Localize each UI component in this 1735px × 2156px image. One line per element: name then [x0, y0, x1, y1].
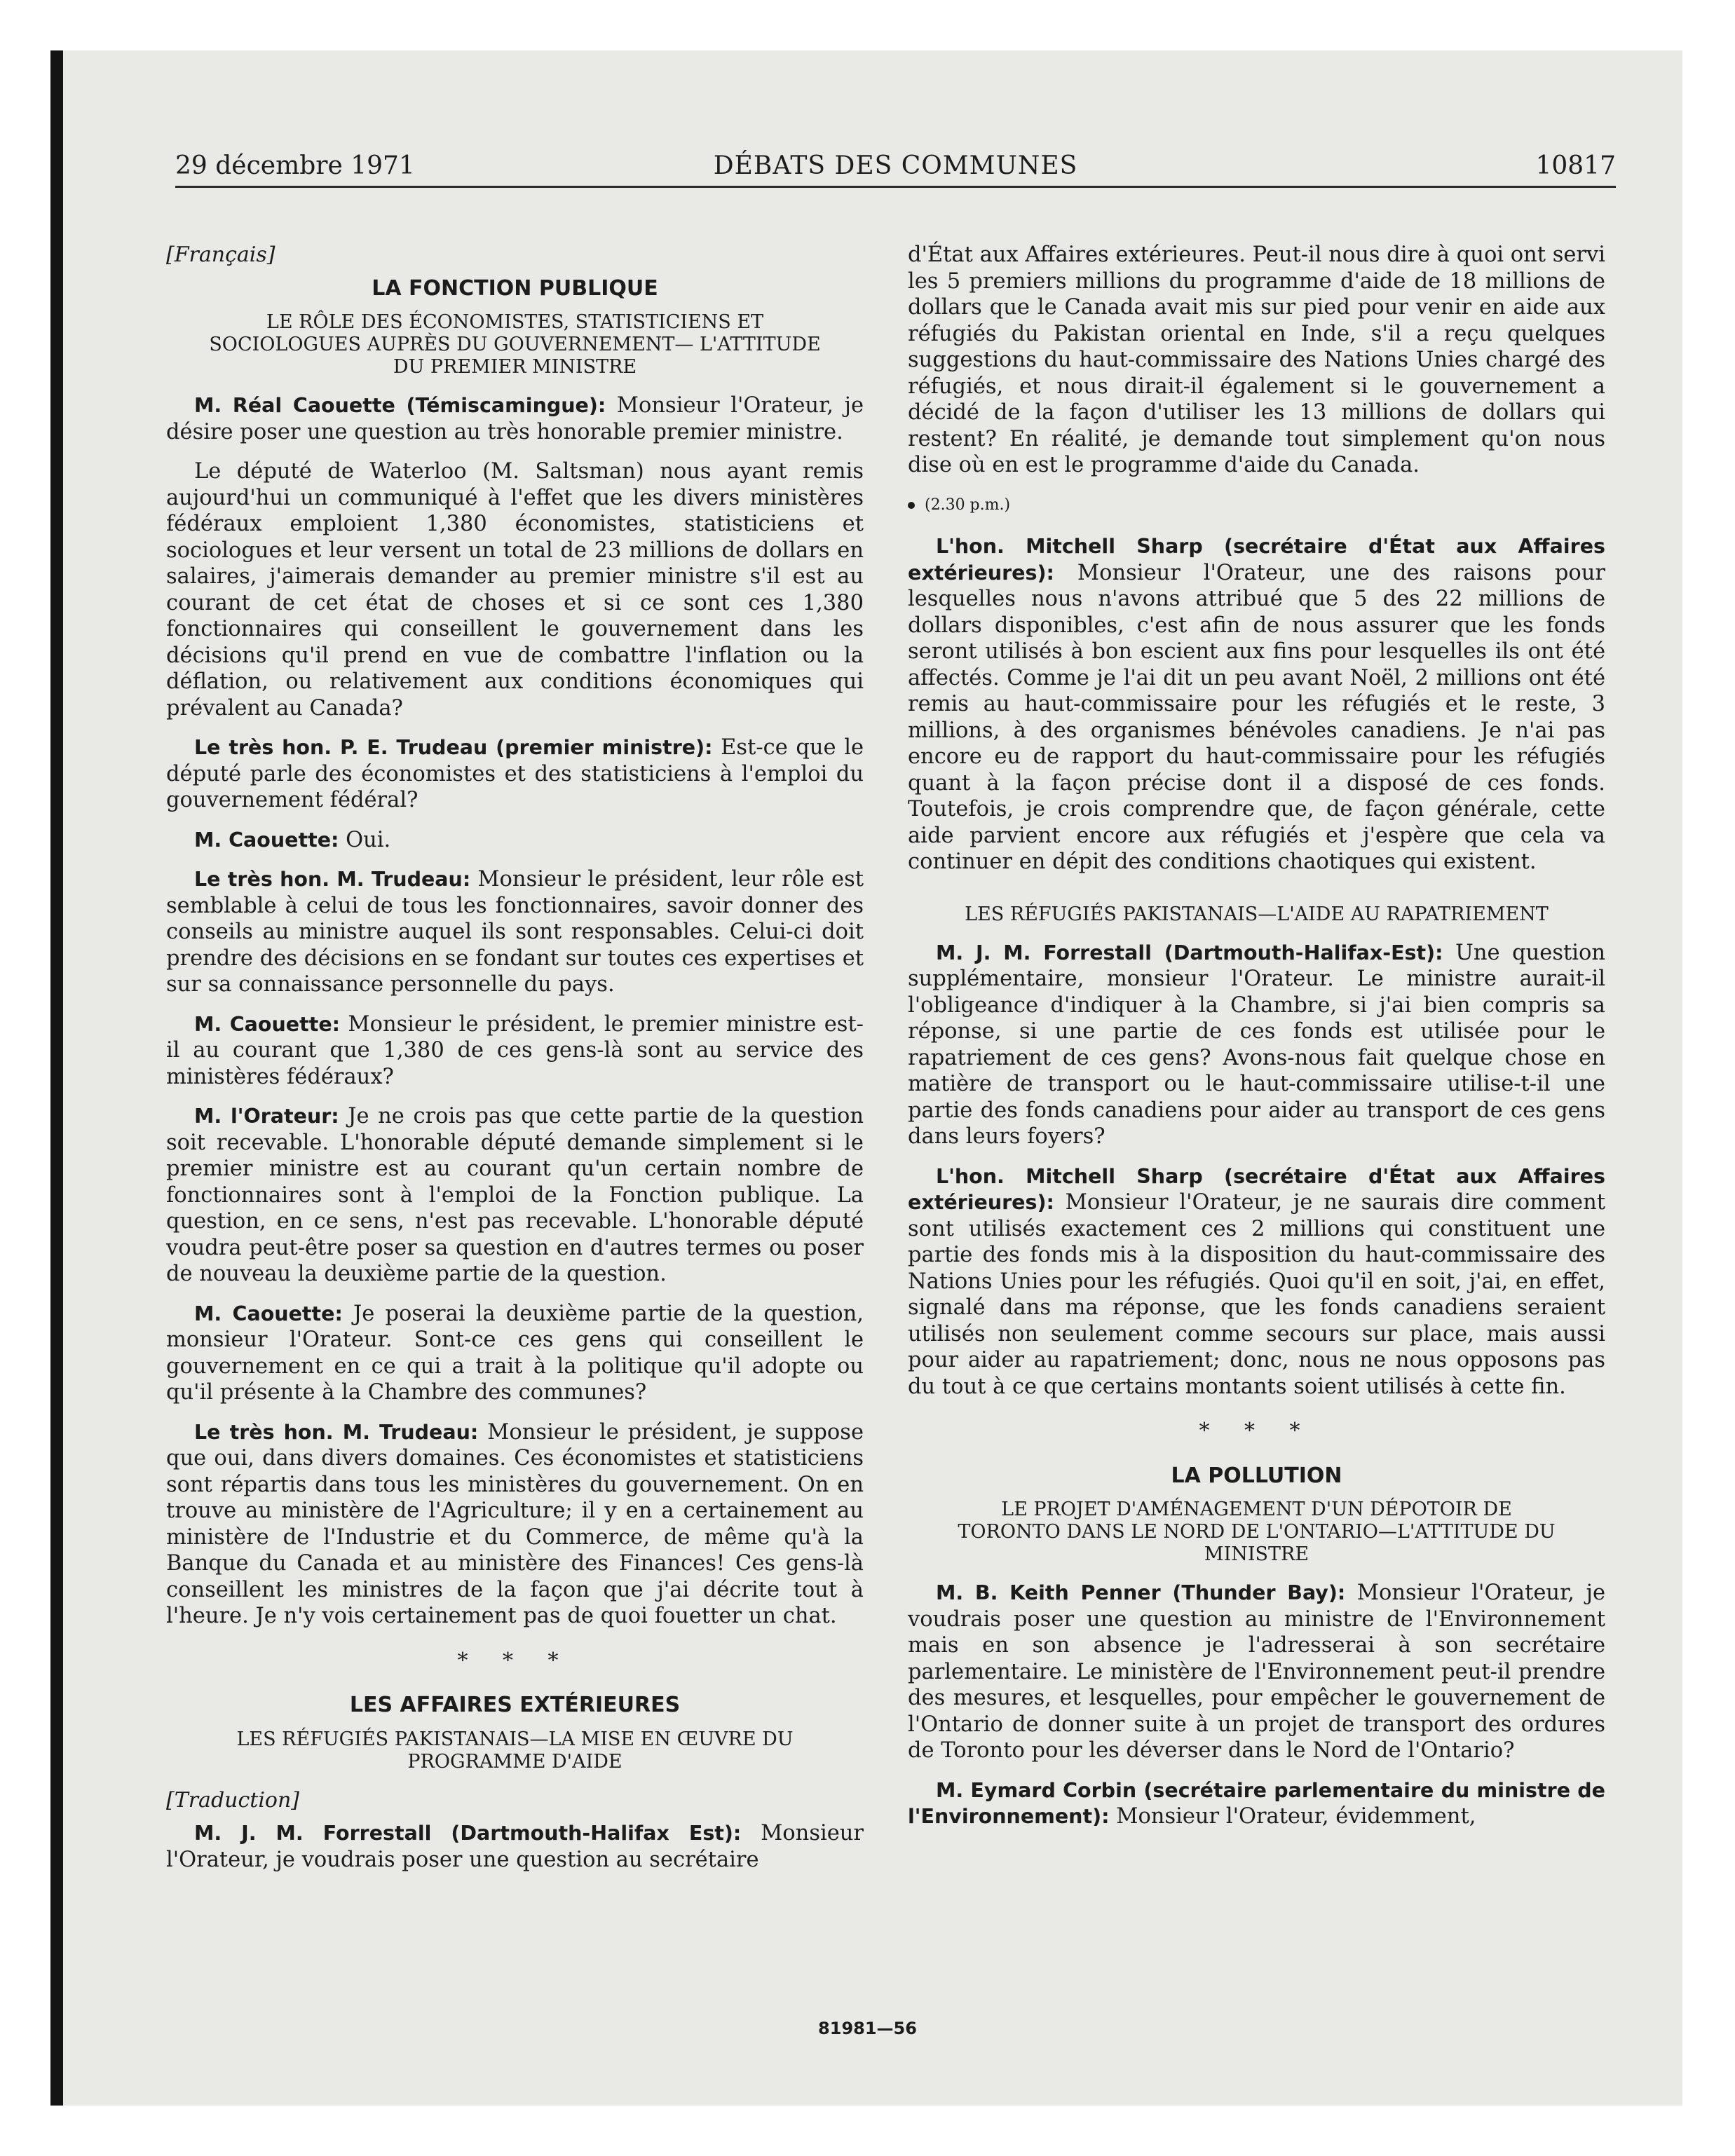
speaker-name: M. J. M. Forrestall (Dartmouth-Halifax Est): [194, 1822, 742, 1845]
paragraph [908, 1778, 1605, 1830]
speaker-name: M. J. M. Forrestall (Dartmouth-Halifax-Est): [936, 941, 1443, 964]
section-separator: * * * [457, 1648, 573, 1673]
right-column [908, 242, 1605, 1843]
bullet-icon [908, 502, 915, 509]
speaker-name: M. B. Keith Penner (Thunder Bay): [936, 1581, 1346, 1604]
time-marker [908, 492, 1605, 519]
section-subheading: LE RÔLE DES ÉCONOMISTES, STATISTICIENS ET SOCIOLOGUES AUPRÈS DU GOUVERNEMENT— L'ATTITUDE DU PREMIER MINISTRE [209, 311, 821, 378]
page-binding-edge [50, 50, 63, 2106]
paragraph-text: Oui. [339, 827, 391, 852]
paragraph-text: Je poserai la deuxième partie de la question, monsieur l'Orateur. Sont-ce ces gens qui conseillent le gouvernement en ce qui a trait à la politique qu'il adopte ou qu'il présente à la Chambre des communes? [166, 1301, 864, 1405]
paragraph: d'État aux Affaires extérieures. Peut-il nous dire à quoi ont servi les 5 premiers millions du programme d'aide de 18 millions de dollars que le Canada avait mis sur pied pour venir en aide aux réfugiés du Pakistan oriental en Inde, s'il a reçu quelques suggestions du haut-commissaire des Nations Unies chargé des réfugiés, et nous dirait-il également si le gouvernement a décidé de la façon d'utiliser les 13 millions de dollars qui restent? En réalité, je demande tout simplement qu'on nous dise où en est le programme d'aide du Canada. [908, 243, 1605, 477]
paragraph [166, 866, 864, 998]
paragraph-text: Une question supplémentaire, monsieur l'Orateur. Le ministre aurait-il l'obligeance d'indiquer à la Chambre, si j'ai bien compris sa réponse, si une partie de ces fonds est utilisée pour le rapatriement de ces gens? Avons-nous fait quelque chose en matière de transport ou le haut-commissaire utilise-t-il une partie des fonds canadiens pour aider au transport de ces gens dans leurs foyers? [908, 940, 1605, 1149]
paragraph [166, 827, 864, 854]
paragraph [908, 533, 1605, 875]
header-date: 29 décembre 1971 [175, 151, 415, 180]
paragraph [166, 1820, 864, 1873]
paragraph [166, 1011, 864, 1091]
paragraph: Le député de Waterloo (M. Saltsman) nous ayant remis aujourd'hui un communiqué à l'effet que les divers ministères fédéraux emploient 1,380 économistes, statisticiens et sociologues et leur versent un total de 23 millions de dollars en salaires, j'aimerais demander au premier ministre s'il est au courant de cet état de choses et si ce sont ces 1,380 fonctionnaires qui conseillent le gouvernement dans les décisions qu'il prend en vue de combattre l'inflation ou la déflation, ou relativement aux conditions économiques qui prévalent au Canada? [166, 459, 864, 721]
speaker-name: M. Caouette: [194, 1302, 343, 1325]
paragraph-text: Monsieur l'Orateur, je ne saurais dire comment sont utilisés exactement ces 2 millions qui constituent une partie des fonds mis à la disposition du haut-commissaire des Nations Unies pour les réfugiés. Quoi qu'il en soit, j'ai, en effet, signalé dans ma réponse, que les fonds canadiens seraient utilisés non seulement comme secours sur place, mais aussi pour aider au rapatriement; donc, nous ne nous opposons pas du tout à ce que certains montants soient utilisés à cette fin. [908, 1190, 1605, 1399]
paragraph [166, 1419, 864, 1630]
speaker-name: Le très hon. M. Trudeau: [194, 1420, 479, 1444]
speaker-name: L'hon. Mitchell Sharp (secrétaire d'État aux Affaires extérieures): [908, 1164, 1605, 1214]
paragraph-text: Monsieur le président, leur rôle est semblable à celui de tous les fonctionnaires, savoir donner des conseils au ministre auquel ils sont responsables. Celui-ci doit prendre des décisions en se fondant sur toutes ces expertises et sur sa connaissance personnelle du pays. [166, 867, 864, 997]
paragraph [166, 735, 864, 814]
section-heading: LES AFFAIRES EXTÉRIEURES [349, 1693, 681, 1717]
paragraph-text: Monsieur l'Orateur, évidemment, [1109, 1804, 1476, 1829]
paragraph [908, 1164, 1605, 1400]
paragraph-text: Monsieur le président, je suppose que oui, dans divers domaines. Ces économistes et statisticiens sont répartis dans tous les ministères du gouvernement. On en trouve au ministère de l'Agriculture; il y en a certainement au ministère de l'Industrie et du Commerce, de même qu'à la Banque du Canada et au ministère des Finances! Ces gens-là conseillent les ministres de la façon que j'ai décrite tout à l'heure. Je n'y vois certainement pas de quoi fouetter un chat. [166, 1419, 864, 1628]
section-subheading: LES RÉFUGIÉS PAKISTANAIS—L'AIDE AU RAPATRIEMENT [965, 903, 1549, 925]
paragraph [166, 1301, 864, 1406]
paragraph-text: Est-ce que le député parle des économistes et des statisticiens à l'emploi du gouvernement fédéral? [166, 735, 864, 812]
section-separator: * * * [1199, 1419, 1314, 1443]
speaker-name: M. Caouette: [194, 1012, 341, 1036]
paragraph [908, 940, 1605, 1150]
left-column [166, 242, 864, 1886]
speaker-name: M. Réal Caouette (Témiscamingue): [194, 394, 606, 417]
time-text: (2.30 p.m.) [925, 496, 1011, 514]
speaker-name: M. Caouette: [194, 828, 339, 852]
section-subheading: LES RÉFUGIÉS PAKISTANAIS—LA MISE EN ŒUVRE DU PROGRAMME D'AIDE [236, 1728, 794, 1773]
speaker-name: Le très hon. P. E. Trudeau (premier ministre): [194, 736, 713, 759]
page-footer-code: 81981—56 [818, 2019, 917, 2038]
section-heading: LA POLLUTION [1171, 1463, 1342, 1488]
paragraph [166, 1103, 864, 1288]
language-note: [Français] [166, 243, 275, 267]
paragraph-text: Je ne crois pas que cette partie de la question soit recevable. L'honorable député demande simplement si le premier ministre est au courant qu'un certain nombre de fonctionnaires sont à l'emploi de la Fonction publique. La question, en ce sens, n'est pas recevable. L'honorable député voudra peut-être poser sa question en d'autres termes ou poser de nouveau la deuxième partie de la question. [166, 1104, 864, 1286]
header-page-number: 10817 [1535, 151, 1616, 180]
section-subheading: LE PROJET D'AMÉNAGEMENT D'UN DÉPOTOIR DE TORONTO DANS LE NORD DE L'ONTARIO—L'ATTITUDE DU MINISTRE [958, 1499, 1556, 1565]
paragraph-text: Monsieur l'Orateur, je voudrais poser une question au secrétaire [166, 1821, 864, 1872]
page-header [175, 144, 1616, 188]
paragraph-text: Monsieur l'Orateur, je désire poser une question au très honorable premier ministre. [166, 393, 864, 444]
header-title: DÉBATS DES COMMUNES [713, 151, 1078, 180]
paragraph-text: Monsieur le président, le premier ministre est-il au courant que 1,380 de ces gens-là sont au service des ministères fédéraux? [166, 1011, 864, 1089]
speaker-name: M. Eymard Corbin (secrétaire parlementaire du ministre de l'Environnement): [908, 1778, 1605, 1828]
speaker-name: M. l'Orateur: [194, 1105, 339, 1128]
section-heading: LA FONCTION PUBLIQUE [372, 275, 658, 301]
paragraph-text: Monsieur l'Orateur, une des raisons pour lesquelles nous n'avons attribué que 5 des 22 millions de dollars disponibles, c'est afin de nous assurer que les fonds seront utilisés à bon escient aux fins pour lesquelles ils ont été affectés. Comme je l'ai dit un peu avant Noël, 2 millions ont été remis au haut-commissaire pour les réfugiés et le reste, 3 millions, à des organismes bénévoles canadiens. Je n'ai pas encore eu de rapport du haut-commissaire pour les réfugiés quant à la façon précise dont il a disposé de ces fonds. Toutefois, je crois comprendre que, de façon générale, cette aide parvient encore aux réfugiés et j'espère que cela va continuer en dépit des conditions chaotiques qui existent. [908, 560, 1605, 874]
language-note: [Traduction] [166, 1787, 300, 1813]
paragraph [166, 393, 864, 445]
speaker-name: L'hon. Mitchell Sharp (secrétaire d'État aux Affaires extérieures): [908, 535, 1605, 585]
paragraph-text: Monsieur l'Orateur, je voudrais poser une question au ministre de l'Environnement mais en son absence je l'adresserai à son secrétaire parlementaire. Le ministère de l'Environnement peut-il prendre des mesures, et lesquelles, pour empêcher le gouvernement de l'Ontario de donner suite à un projet de transport des ordures de Toronto pour les déverser dans le Nord de l'Ontario? [908, 1581, 1605, 1763]
paragraph [908, 1580, 1605, 1764]
speaker-name: Le très hon. M. Trudeau: [194, 868, 471, 891]
